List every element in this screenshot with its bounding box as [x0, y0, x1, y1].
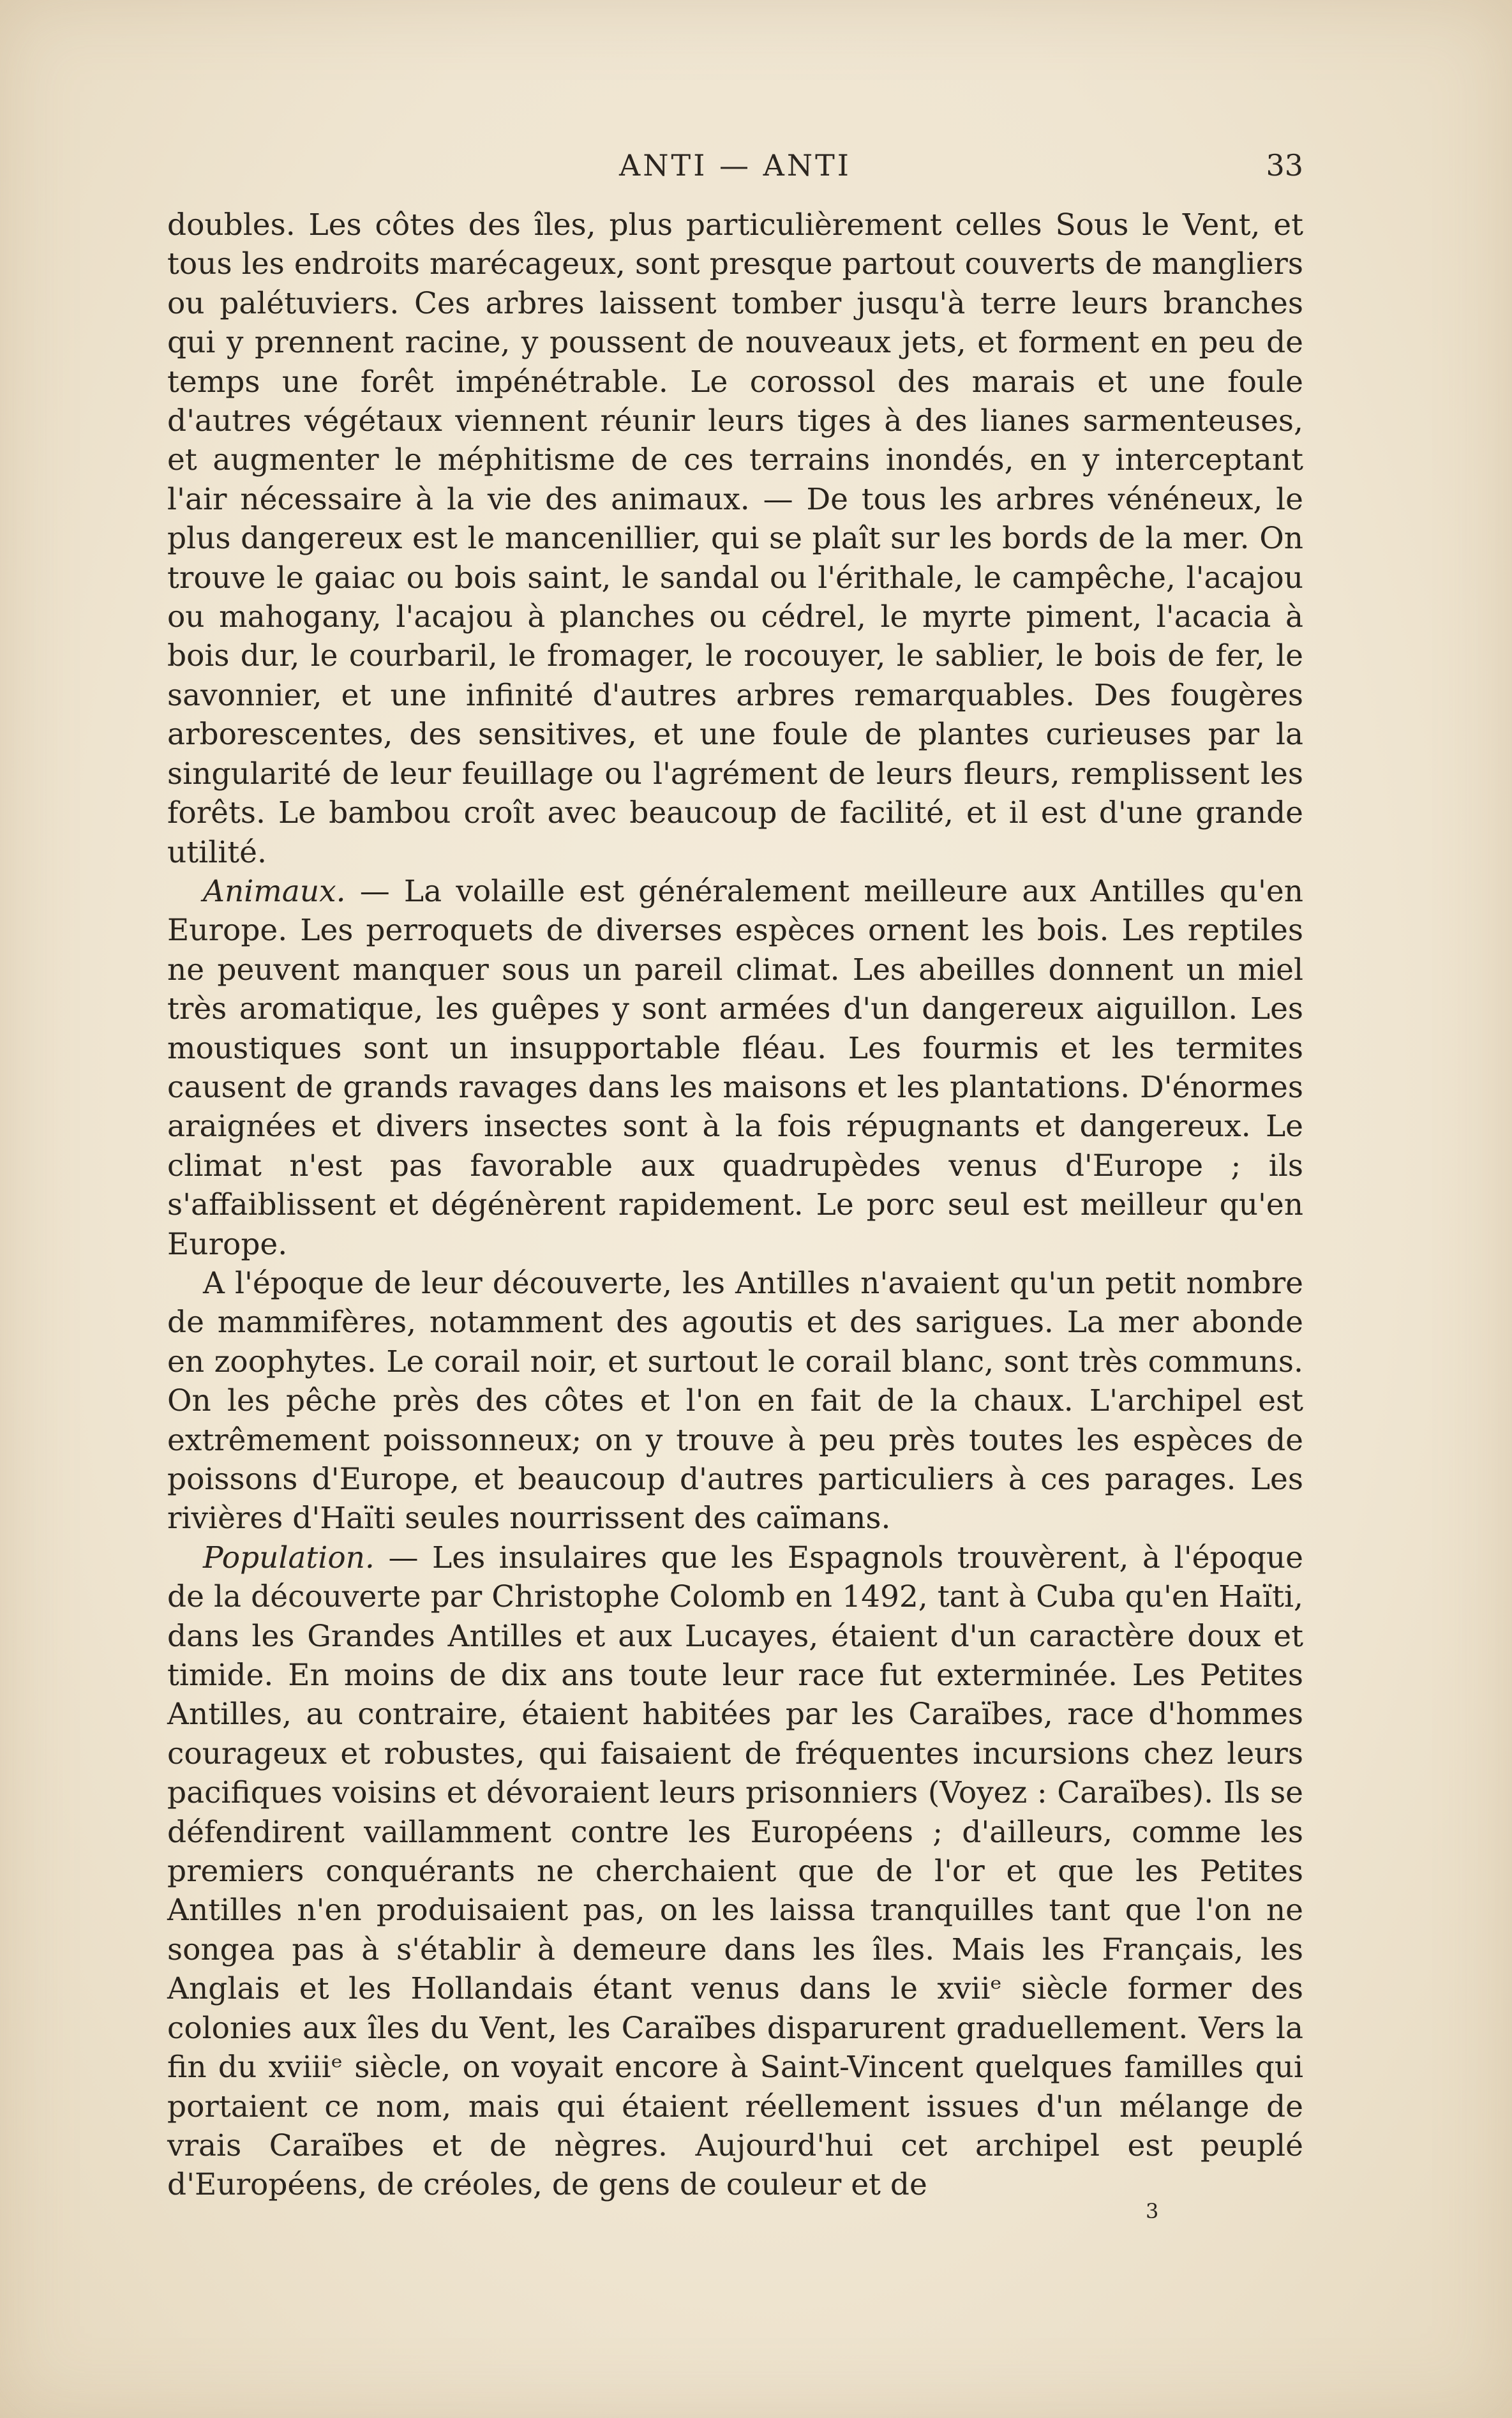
running-title: ANTI — ANTI [619, 148, 851, 183]
signature-mark: 3 [1146, 2199, 1159, 2223]
body-text [167, 206, 1303, 2205]
paragraph-population [167, 1538, 1303, 2205]
page-header [167, 148, 1303, 193]
section-lead-animaux: Animaux. [203, 873, 346, 909]
paragraph-decouverte [167, 1264, 1303, 1538]
paragraph-text: doubles. Les côtes des îles, plus particulièrement celles Sous le Vent, et tous les endroits marécageux, sont presque partout couverts de mangliers ou palétuviers. Ces arbres laissent tomber jusqu'à terre leurs branches qui y prennent racine, y poussent de nouveaux jets, et forment en peu de temps une forêt impénétrable. Le corossol des marais et une foule d'autres végétaux viennent réunir leurs tiges à des lianes sarmenteuses, et augmenter le méphitisme de ces terrains inondés, en y interceptant l'air nécessaire à la vie des animaux. — De tous les arbres vénéneux, le plus dangereux est le mancenillier, qui se plaît sur les bords de la mer. On trouve le gaiac ou bois saint, le sandal ou l'érithale, le campêche, l'acajou ou mahogany, l'acajou à planches ou cédrel, le myrte piment, l'acacia à bois dur, le courbaril, le fromager, le rocouyer, le sablier, le bois de fer, le savonnier, et une infinité d'autres arbres remarquables. Des fougères arborescentes, des sensitives, et une foule de plantes curieuses par la singularité de leur feuillage ou l'agrément de leurs fleurs, remplissent les forêts. Le bambou croît avec beaucoup de facilité, et il est d'une grande utilité. [167, 207, 1303, 870]
paragraph-text: — Les insulaires que les Espagnols trouvèrent, à l'époque de la découverte par Christophe Colomb en 1492, tant à Cuba qu'en Haïti, dans les Grandes Antilles et aux Lucayes, étaient d'un caractère doux et timide. En moins de dix ans toute leur race fut exterminée. Les Petites Antilles, au contraire, étaient habitées par les Caraïbes, race d'hommes courageux et robustes, qui faisaient de fréquentes incursions chez leurs pacifiques voisins et dévoraient leurs prisonniers (Voyez : Caraïbes). Ils se défendirent vaillamment contre les Européens ; d'ailleurs, comme les premiers conquérants ne cherchaient que de l'or et que les Petites Antilles n'en produisaient pas, on les laissa tranquilles tant que l'on ne songea pas à s'établir à demeure dans les îles. Mais les Français, les Anglais et les Hollandais étant venus dans le xviiᵉ siècle former des colonies aux îles du Vent, les Caraïbes disparurent graduellement. Vers la fin du xviiiᵉ siècle, on voyait encore à Saint-Vincent quelques familles qui portaient ce nom, mais qui étaient réellement issues d'un mélange de vrais Caraïbes et de nègres. Aujourd'hui cet archipel est peuplé d'Européens, de créoles, de gens de couleur et de [167, 1540, 1303, 2203]
section-lead-population: Population. [203, 1540, 375, 1575]
paragraph-text: — La volaille est généralement meilleure aux Antilles qu'en Europe. Les perroquets de diverses espèces ornent les bois. Les reptiles ne peuvent manquer sous un pareil climat. Les abeilles donnent un miel très aromatique, les guêpes y sont armées d'un dangereux aiguillon. Les moustiques sont un insupportable fléau. Les fourmis et les termites causent de grands ravages dans les maisons et les plantations. D'énormes araignées et divers insectes sont à la fois répugnants et dangereux. Le climat n'est pas favorable aux quadrupèdes venus d'Europe ; ils s'affaiblissent et dégénèrent rapidement. Le porc seul est meilleur qu'en Europe. [167, 873, 1303, 1262]
paragraph-vegetation [167, 206, 1303, 872]
paragraph-text: A l'époque de leur découverte, les Antilles n'avaient qu'un petit nombre de mammifères, notamment des agoutis et des sarigues. La mer abonde en zoophytes. Le corail noir, et surtout le corail blanc, sont très communs. On les pêche près des côtes et l'on en fait de la chaux. L'archipel est extrêmement poissonneux; on y trouve à peu près toutes les espèces de poissons d'Europe, et beaucoup d'autres particuliers à ces parages. Les rivières d'Haïti seules nourrissent des caïmans. [167, 1265, 1303, 1536]
paragraph-animaux [167, 872, 1303, 1264]
page-number: 33 [1266, 148, 1303, 183]
